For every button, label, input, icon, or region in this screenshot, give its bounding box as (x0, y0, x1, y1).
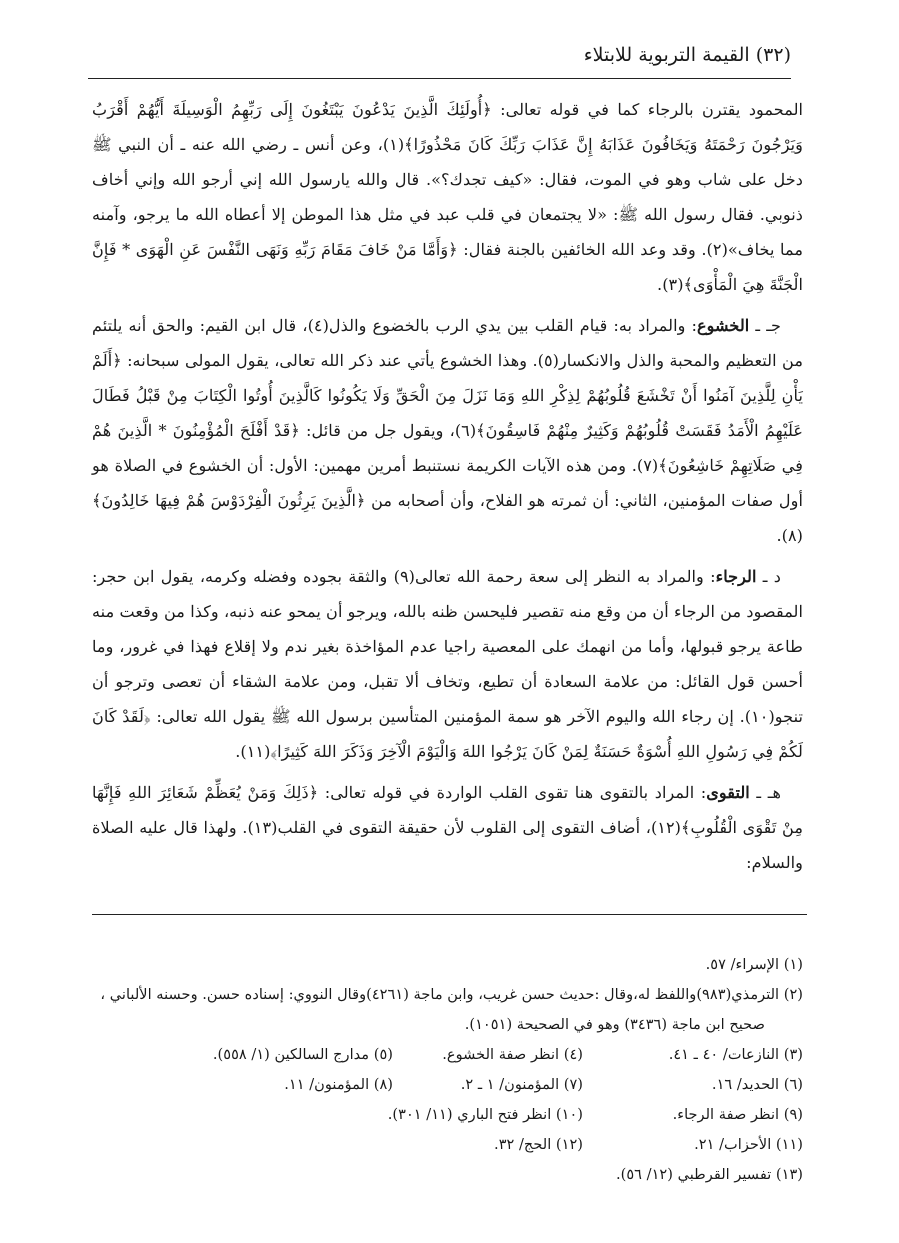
running-header: (٣٢) القيمة التربوية للابتلاء (583, 44, 791, 66)
section-term: التقوى (706, 783, 750, 802)
main-text (92, 92, 803, 886)
footnote-4: (٤) انظر صفة الخشوع. (442, 1046, 583, 1063)
paragraph-khushu (92, 308, 803, 553)
item-marker: د ـ (756, 567, 782, 586)
paragraph-hope-fear (92, 92, 803, 302)
paragraph-text: : والمراد به: قيام القلب بين يدي الرب بالخضوع والذل(٤)، قال ابن القيم: والحق أنه يلتئم من التعظيم والمحبة والذل والانكسار(٥). وهذا الخشوع يأتي عند ذكر الله تعالى، يقول المولى سبحانه: ﴿أَلَمْ يَأْنِ لِلَّذِينَ آمَنُوا أَنْ تَخْشَعَ قُلُوبُهُمْ لِذِكْرِ اللهِ وَمَا نَزَلَ مِنَ الْحَقِّ وَلَا يَكُونُوا كَالَّذِينَ أُوتُوا الْكِتَابَ مِنْ قَبْلُ فَطَالَ عَلَيْهِمُ الْأَمَدُ فَقَسَتْ قُلُوبُهُمْ وَكَثِيرٌ مِنْهُمْ فَاسِقُونَ﴾(٦)، ويقول جل من قائل: ﴿قَدْ أَفْلَحَ الْمُؤْمِنُونَ * الَّذِينَ هُمْ فِي صَلَاتِهِمْ خَاشِعُونَ﴾(٧). ومن هذه الآيات الكريمة نستنبط أمرين مهمين: الأول: أن الخشوع في الصلاة هو أول صفات المؤمنين، الثاني: أن ثمرته هو الفلاح، وأن أصحابه من ﴿الَّذِينَ يَرِثُونَ الْفِرْدَوْسَ هُمْ فِيهَا خَالِدُونَ﴾(٨). (92, 316, 804, 545)
paragraph-text: : والمراد به النظر إلى سعة رحمة الله تعالى(٩) والثقة بجوده وفضله وكرمه، يقول ابن حجر: المقصود من الرجاء أن من وقع منه تقصير فليحسن ظنه بالله، ويرجو أن يمحو عنه ذنبه، وكذا من وقعت منه طاعة يرجو قبولها، وأما من انهمك على المعصية راجيا عدم المؤاخذة بغير ندم ولا إقلاع فهذا في غرور، وما أحسن قول القائل: من علامة السعادة أن تطيع، وتخاف ألا تقبل، ومن علامة الشقاء أن تعصى وترجو أن تنجو(١٠). إن رجاء الله واليوم الآخر هو سمة المؤمنين المتأسين برسول الله ﷺ يقول الله تعالى: ﴿لَقَدْ كَانَ لَكُمْ فِي رَسُولِ اللهِ أُسْوَةٌ حَسَنَةٌ لِمَنْ كَانَ يَرْجُوا اللهَ وَالْيَوْمَ الْآخِرَ وَذَكَرَ اللهَ كَثِيرًا﴾(١١). (92, 567, 803, 761)
footnote-11: (١١) الأحزاب/ ٢١. (694, 1136, 803, 1153)
footnote-row (92, 1130, 803, 1160)
item-marker: جـ ـ (749, 316, 781, 335)
footnote-row (92, 1070, 803, 1100)
footnote-10: (١٠) انظر فتح الباري (١١/ ٣٠١). (387, 1106, 583, 1123)
footnotes (92, 950, 803, 1190)
footnote-6: (٦) الحديد/ ١٦. (711, 1076, 803, 1093)
footnote-row (92, 1040, 803, 1070)
section-term: الرجاء (715, 567, 757, 586)
footnote-row (92, 1100, 803, 1130)
footnote-5: (٥) مدارج السالكين (١/ ٥٥٨). (212, 1046, 393, 1063)
footnote-3: (٣) النازعات/ ٤٠ ـ ٤١. (668, 1046, 803, 1063)
footnote-separator (92, 914, 807, 915)
paragraph-text: : المراد بالتقوى هنا تقوى القلب الواردة في قوله تعالى: ﴿ذَلِكَ وَمَنْ يُعَظِّمْ شَعَائِرَ اللهِ فَإِنَّهَا مِنْ تَقْوَى الْقُلُوبِ﴾(١٢)، أضاف التقوى إلى القلوب لأن حقيقة التقوى في القلب(١٣). ولهذا قال عليه الصلاة والسلام: (92, 783, 803, 872)
page-header (88, 38, 791, 78)
section-term: الخشوع (696, 316, 750, 335)
footnote-2: (٢) الترمذي(٩٨٣)واللفظ له،وقال :حديث حسن غريب، وابن ماجة (٤٢٦١)وقال النووي: إسناده حسن. وحسنه الألباني ، (100, 986, 803, 1003)
footnote-9: (٩) انظر صفة الرجاء. (672, 1106, 803, 1123)
paragraph-raja (92, 559, 803, 769)
footnote-8: (٨) المؤمنون/ ١١. (284, 1076, 393, 1093)
paragraph-taqwa (92, 775, 803, 880)
footnote-13: (١٣) تفسير القرطبي (١٢/ ٥٦). (615, 1166, 803, 1183)
paragraph-text: المحمود يقترن بالرجاء كما في قوله تعالى: ﴿أُولَئِكَ الَّذِينَ يَدْعُونَ يَبْتَغُونَ إِلَى رَبِّهِمُ الْوَسِيلَةَ أَيُّهُمْ أَقْرَبُ وَيَرْجُونَ رَحْمَتَهُ وَيَخَافُونَ عَذَابَهُ إِنَّ عَذَابَ رَبِّكَ كَانَ مَحْذُورًا﴾(١)، وعن أنس ـ رضي الله عنه ـ أن النبي ﷺ دخل على شاب وهو في الموت، فقال: «كيف تجدك؟». قال والله يارسول الله إني أرجو الله وإني أخاف ذنوبي. فقال رسول الله ﷺ: «لا يجتمعان في قلب عبد في مثل هذا الموطن إلا أعطاه الله ما يرجو، وآمنه مما يخاف»(٢). وقد وعد الله الخائفين بالجنة فقال: ﴿وَأَمَّا مَنْ خَافَ مَقَامَ رَبِّهِ وَنَهَى النَّفْسَ عَنِ الْهَوَى * فَإِنَّ الْجَنَّةَ هِيَ الْمَأْوَى﴾(٣). (92, 100, 804, 294)
footnote-12: (١٢) الحج/ ٣٢. (494, 1136, 583, 1153)
header-rule (88, 78, 791, 79)
item-marker: هـ ـ (749, 783, 781, 802)
footnote-1: (١) الإسراء/ ٥٧. (705, 956, 803, 973)
footnote-7: (٧) المؤمنون/ ١ ـ ٢. (460, 1076, 583, 1093)
footnote-2-continued: صحيح ابن ماجة (٣٤٣٦) وهو في الصحيحة (١٠٥١). (464, 1016, 765, 1033)
